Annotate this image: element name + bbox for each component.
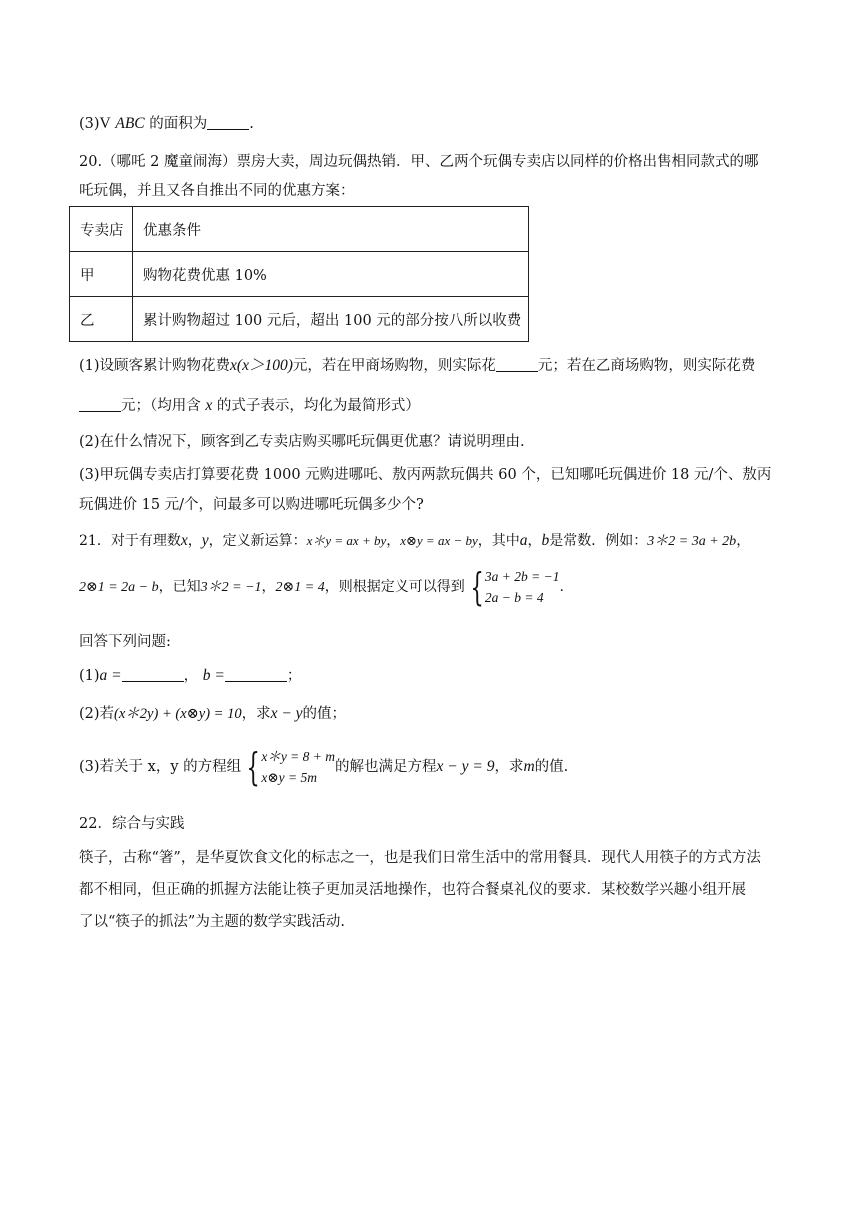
table-cell: 累计购物超过 100 元后，超出 100 元的部分按八所以收费: [133, 297, 529, 342]
q20-part3-line2: 玩偶进价 15 元/个，问最多可以购进哪吒玩偶多少个?: [79, 497, 424, 513]
q20-part1-line1: (1)设顾客累计购物花费x(x＞100)元，若在甲商场购物，则实际花 元；若在乙商场购物，则实际花费: [79, 357, 756, 374]
table-cell: 购物花费优惠 10%: [133, 252, 529, 297]
equation-system: { x＊y = 8 + m x⊗y = 5m: [246, 745, 336, 789]
left-brace-icon: {: [246, 745, 260, 789]
answer-blank[interactable]: [225, 666, 287, 682]
q21-answer-prompt: 回答下列问题:: [79, 634, 171, 650]
q20-part3-line1: (3)甲玩偶专卖店打算要花费 1000 元购进哪吒、敖丙两款玩偶共 60 个，已知哪吒玩偶进价 18 元/个、敖丙: [79, 467, 772, 483]
table-header-cell: 专卖店: [70, 207, 133, 252]
table-cell: 乙: [70, 297, 133, 342]
q20-part2: (2)在什么情况下，顾客到乙专卖店购买哪吒玩偶更优惠？请说明理由.: [79, 434, 525, 450]
answer-blank[interactable]: [207, 114, 249, 130]
q20-intro-line1: 20.（哪吒 2 魔童闹海）票房大卖，周边玩偶热销．甲、乙两个玩偶专卖店以同样的价格出售相同款式的哪: [79, 154, 759, 170]
promotion-table: [69, 206, 529, 342]
q21-part2: (2)若(x＊2y) + (x⊗y) = 10，求x − y的值；: [79, 705, 347, 722]
table-row: [70, 297, 529, 342]
q22-line1: 筷子，古称“箸”，是华夏饮食文化的标志之一，也是我们日常生活中的常用餐具．现代人用筷子的方式方法: [79, 850, 761, 866]
q21-line1: 21．对于有理数x，y，定义新运算：x＊y = ax + by，x⊗y = ax − by，其中a，b是常数．例如：3＊2 = 3a + 2b，: [79, 532, 751, 549]
table-row: [70, 207, 529, 252]
answer-blank[interactable]: [79, 396, 121, 412]
q19-part3: (3)V ABC 的面积为 .: [79, 115, 254, 132]
q20-part1-line2: 元；（均用含 x 的式子表示，均化为最简形式）: [79, 396, 420, 416]
table-cell: 甲: [70, 252, 133, 297]
q22-line2: 都不相同，但正确的抓握方法能让筷子更加灵活地操作，也符合餐桌礼仪的要求．某校数学兴趣小组开展: [79, 882, 746, 898]
answer-blank[interactable]: [496, 356, 538, 372]
left-brace-icon: {: [470, 565, 484, 609]
q22-title: 22．综合与实践: [79, 816, 185, 832]
table-row: [70, 252, 529, 297]
triangle-symbol: V: [99, 115, 111, 132]
q21-line2: 2⊗1 = 2a − b，已知3＊2 = −1，2⊗1 = 4，则根据定义可以得到 { 3a + 2b = −1 2a − b = 4 .: [79, 565, 564, 609]
q20-intro-line2: 吒玩偶，并且又各自推出不同的优惠方案：: [79, 183, 355, 199]
equation-system: { 3a + 2b = −1 2a − b = 4: [470, 565, 560, 609]
q21-part1: (1)a = ， b = ；: [79, 667, 302, 684]
answer-blank[interactable]: [122, 666, 184, 682]
q22-line3: 了以“筷子的抓法”为主题的数学实践活动.: [79, 914, 345, 930]
q21-part3: (3)若关于 x，y 的方程组 { x＊y = 8 + m x⊗y = 5m 的解也满足方程x − y = 9，求m的值.: [79, 745, 569, 789]
table-header-cell: 优惠条件: [133, 207, 529, 252]
